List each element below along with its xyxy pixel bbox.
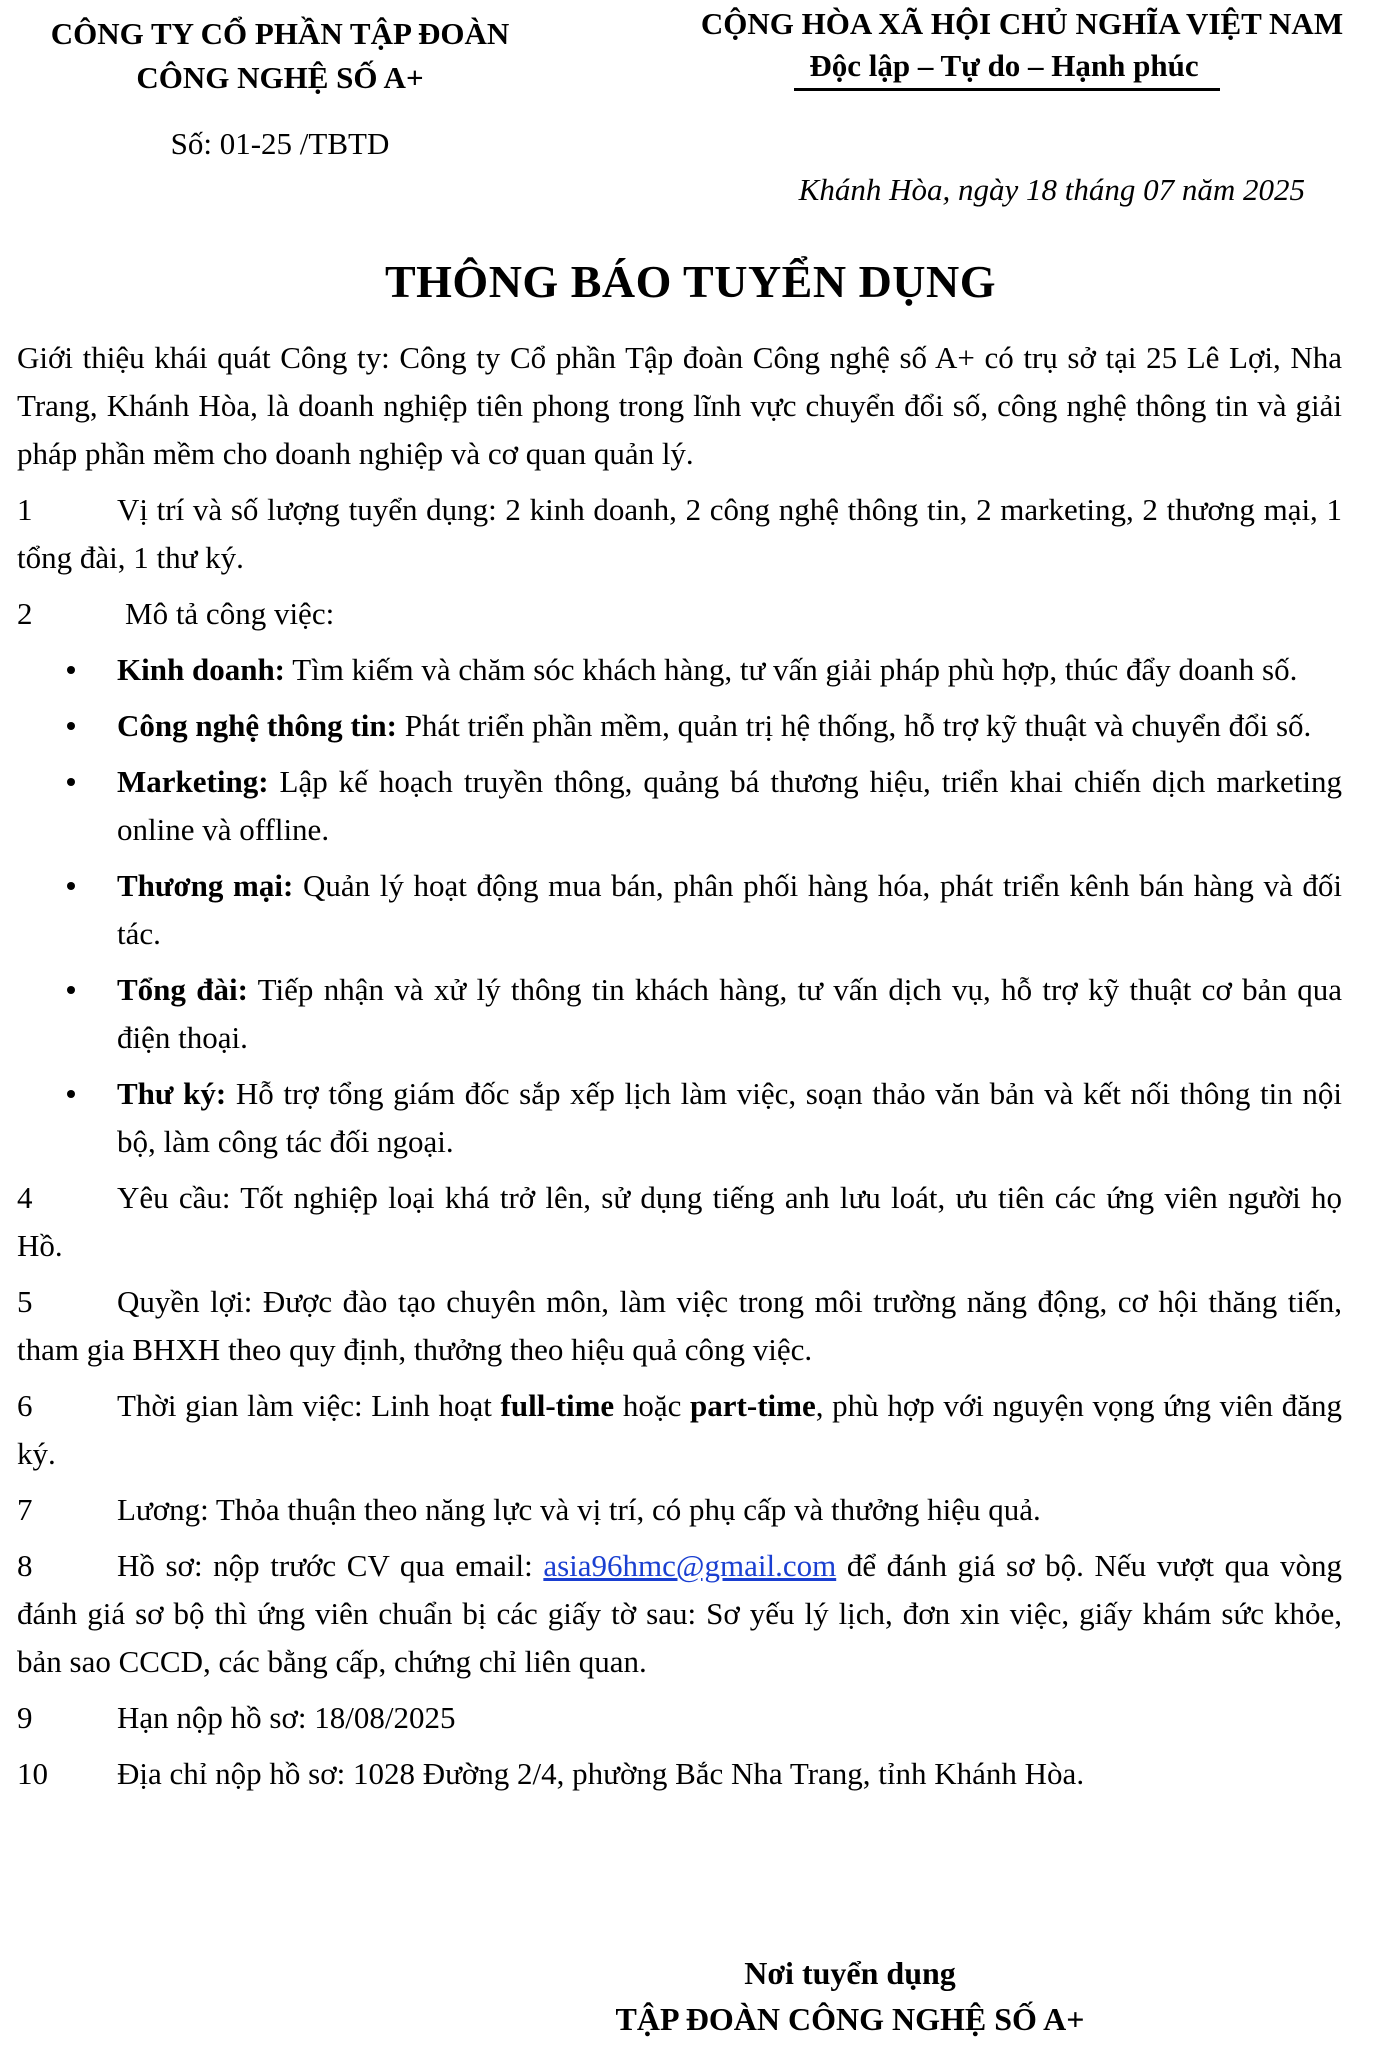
section-number: 5 bbox=[17, 1284, 33, 1319]
duty-role: Công nghệ thông tin: bbox=[117, 708, 397, 743]
document-body bbox=[17, 334, 1342, 1806]
duty-desc: Tìm kiếm và chăm sóc khách hàng, tư vấn giải pháp phù hợp, thúc đẩy doanh số. bbox=[285, 652, 1298, 687]
section-text-post: để đánh giá sơ bộ. Nếu vượt qua vòng đánh giá sơ bộ thì ứng viên chuẩn bị các giấy tờ sau: Sơ yếu lý lịch, đơn xin việc, giấy khám sức khỏe, bản sao CCCD, các bằng cấp, chứng chỉ liên quan. bbox=[17, 1548, 1342, 1679]
section-10 bbox=[17, 1750, 1342, 1798]
section-text: Vị trí và số lượng tuyển dụng: 2 kinh doanh, 2 công nghệ thông tin, 2 marketing, 2 thương mại, 1 tổng đài, 1 thư ký. bbox=[17, 492, 1342, 575]
duty-desc: Quản lý hoạt động mua bán, phân phối hàng hóa, phát triển kênh bán hàng và đối tác. bbox=[117, 868, 1343, 951]
section-text: Mô tả công việc: bbox=[125, 596, 335, 631]
section-text-pre: Thời gian làm việc: Linh hoạt bbox=[117, 1388, 501, 1423]
section-number: 4 bbox=[17, 1180, 33, 1215]
section-number: 7 bbox=[17, 1492, 33, 1527]
section-number: 2 bbox=[17, 596, 33, 631]
section-number: 6 bbox=[17, 1388, 33, 1423]
section-9 bbox=[17, 1694, 1342, 1742]
company-name-line2: CÔNG NGHỆ SỐ A+ bbox=[136, 60, 424, 95]
section-6 bbox=[17, 1382, 1342, 1478]
duty-desc: Phát triển phần mềm, quản trị hệ thống, hỗ trợ kỹ thuật và chuyển đổi số. bbox=[396, 708, 1312, 743]
section-4 bbox=[17, 1174, 1342, 1270]
motto-underline bbox=[794, 88, 1220, 91]
signature-org: TẬP ĐOÀN CÔNG NGHỆ SỐ A+ bbox=[615, 2001, 1085, 2037]
bullet-icon bbox=[67, 1090, 75, 1098]
motto: Độc lập – Tự do – Hạnh phúc bbox=[809, 48, 1199, 83]
section-text-mid: hoặc bbox=[614, 1388, 691, 1423]
document-number: Số: 01-25 /TBTD bbox=[170, 126, 390, 161]
duty-list bbox=[17, 646, 1342, 1166]
bullet-icon bbox=[67, 666, 75, 674]
section-text-post: , phù hợp với nguyện vọng ứng viên đăng ký. bbox=[17, 1388, 1342, 1471]
duty-role: Tổng đài: bbox=[117, 972, 248, 1007]
company-header bbox=[20, 12, 540, 100]
duty-role: Kinh doanh: bbox=[117, 652, 286, 687]
list-item bbox=[17, 702, 1342, 750]
duty-desc: Tiếp nhận và xử lý thông tin khách hàng, tư vấn dịch vụ, hỗ trợ kỹ thuật cơ bản qua điện thoại. bbox=[117, 972, 1342, 1055]
section-8 bbox=[17, 1542, 1342, 1686]
intro-paragraph: Giới thiệu khái quát Công ty: Công ty Cổ phần Tập đoàn Công nghệ số A+ có trụ sở tại 25 Lê Lợi, Nha Trang, Khánh Hòa, là doanh nghiệp tiên phong trong lĩnh vực chuyển đổi số, công nghệ thông tin và giải pháp phần mềm cho doanh nghiệp và cơ quan quản lý. bbox=[17, 340, 1342, 471]
section-number: 9 bbox=[17, 1700, 33, 1735]
duty-desc: Lập kế hoạch truyền thông, quảng bá thương hiệu, triển khai chiến dịch marketing online và offline. bbox=[117, 764, 1342, 847]
section-text: Yêu cầu: Tốt nghiệp loại khá trở lên, sử dụng tiếng anh lưu loát, ưu tiên các ứng viên người họ Hồ. bbox=[17, 1180, 1342, 1263]
document-title: THÔNG BÁO TUYỂN DỤNG bbox=[384, 256, 997, 307]
section-1 bbox=[17, 486, 1342, 582]
duty-desc: Hỗ trợ tổng giám đốc sắp xếp lịch làm việc, soạn thảo văn bản và kết nối thông tin nội bộ, làm công tác đối ngoại. bbox=[117, 1076, 1342, 1159]
section-text: Địa chỉ nộp hồ sơ: 1028 Đường 2/4, phường Bắc Nha Trang, tỉnh Khánh Hòa. bbox=[117, 1756, 1085, 1791]
section-number: 10 bbox=[17, 1756, 48, 1791]
list-item bbox=[17, 966, 1342, 1062]
section-number: 1 bbox=[17, 492, 33, 527]
full-time-label: full-time bbox=[500, 1388, 615, 1423]
list-item bbox=[17, 1070, 1342, 1166]
section-5 bbox=[17, 1278, 1342, 1374]
section-2 bbox=[17, 590, 1342, 638]
section-7 bbox=[17, 1486, 1342, 1534]
duty-role: Thư ký: bbox=[117, 1076, 227, 1111]
section-text: Quyền lợi: Được đào tạo chuyên môn, làm việc trong môi trường năng động, cơ hội thăng tiến, tham gia BHXH theo quy định, thưởng theo hiệu quả công việc. bbox=[17, 1284, 1342, 1367]
section-text-pre: Hồ sơ: nộp trước CV qua email: bbox=[117, 1548, 544, 1583]
section-text: Lương: Thỏa thuận theo năng lực và vị trí, có phụ cấp và thưởng hiệu quả. bbox=[117, 1492, 1041, 1527]
section-number: 8 bbox=[17, 1548, 33, 1583]
list-item bbox=[17, 862, 1342, 958]
bullet-icon bbox=[67, 778, 75, 786]
date-line: Khánh Hòa, ngày 18 tháng 07 năm 2025 bbox=[798, 172, 1305, 207]
signature-block bbox=[540, 1950, 1160, 2042]
section-text: Hạn nộp hồ sơ: 18/08/2025 bbox=[117, 1700, 456, 1735]
duty-role: Marketing: bbox=[117, 764, 269, 799]
bullet-icon bbox=[67, 986, 75, 994]
bullet-icon bbox=[67, 882, 75, 890]
part-time-label: part-time bbox=[690, 1388, 816, 1423]
list-item bbox=[17, 646, 1342, 694]
company-name-line1: CÔNG TY CỔ PHẦN TẬP ĐOÀN bbox=[50, 16, 510, 51]
bullet-icon bbox=[67, 722, 75, 730]
signature-title: Nơi tuyển dụng bbox=[744, 1955, 956, 1991]
country-header: CỘNG HÒA XÃ HỘI CHỦ NGHĨA VIỆT NAM bbox=[700, 6, 1344, 41]
duty-role: Thương mại: bbox=[117, 868, 294, 903]
email-link[interactable]: asia96hmc@gmail.com bbox=[543, 1548, 837, 1583]
list-item bbox=[17, 758, 1342, 854]
